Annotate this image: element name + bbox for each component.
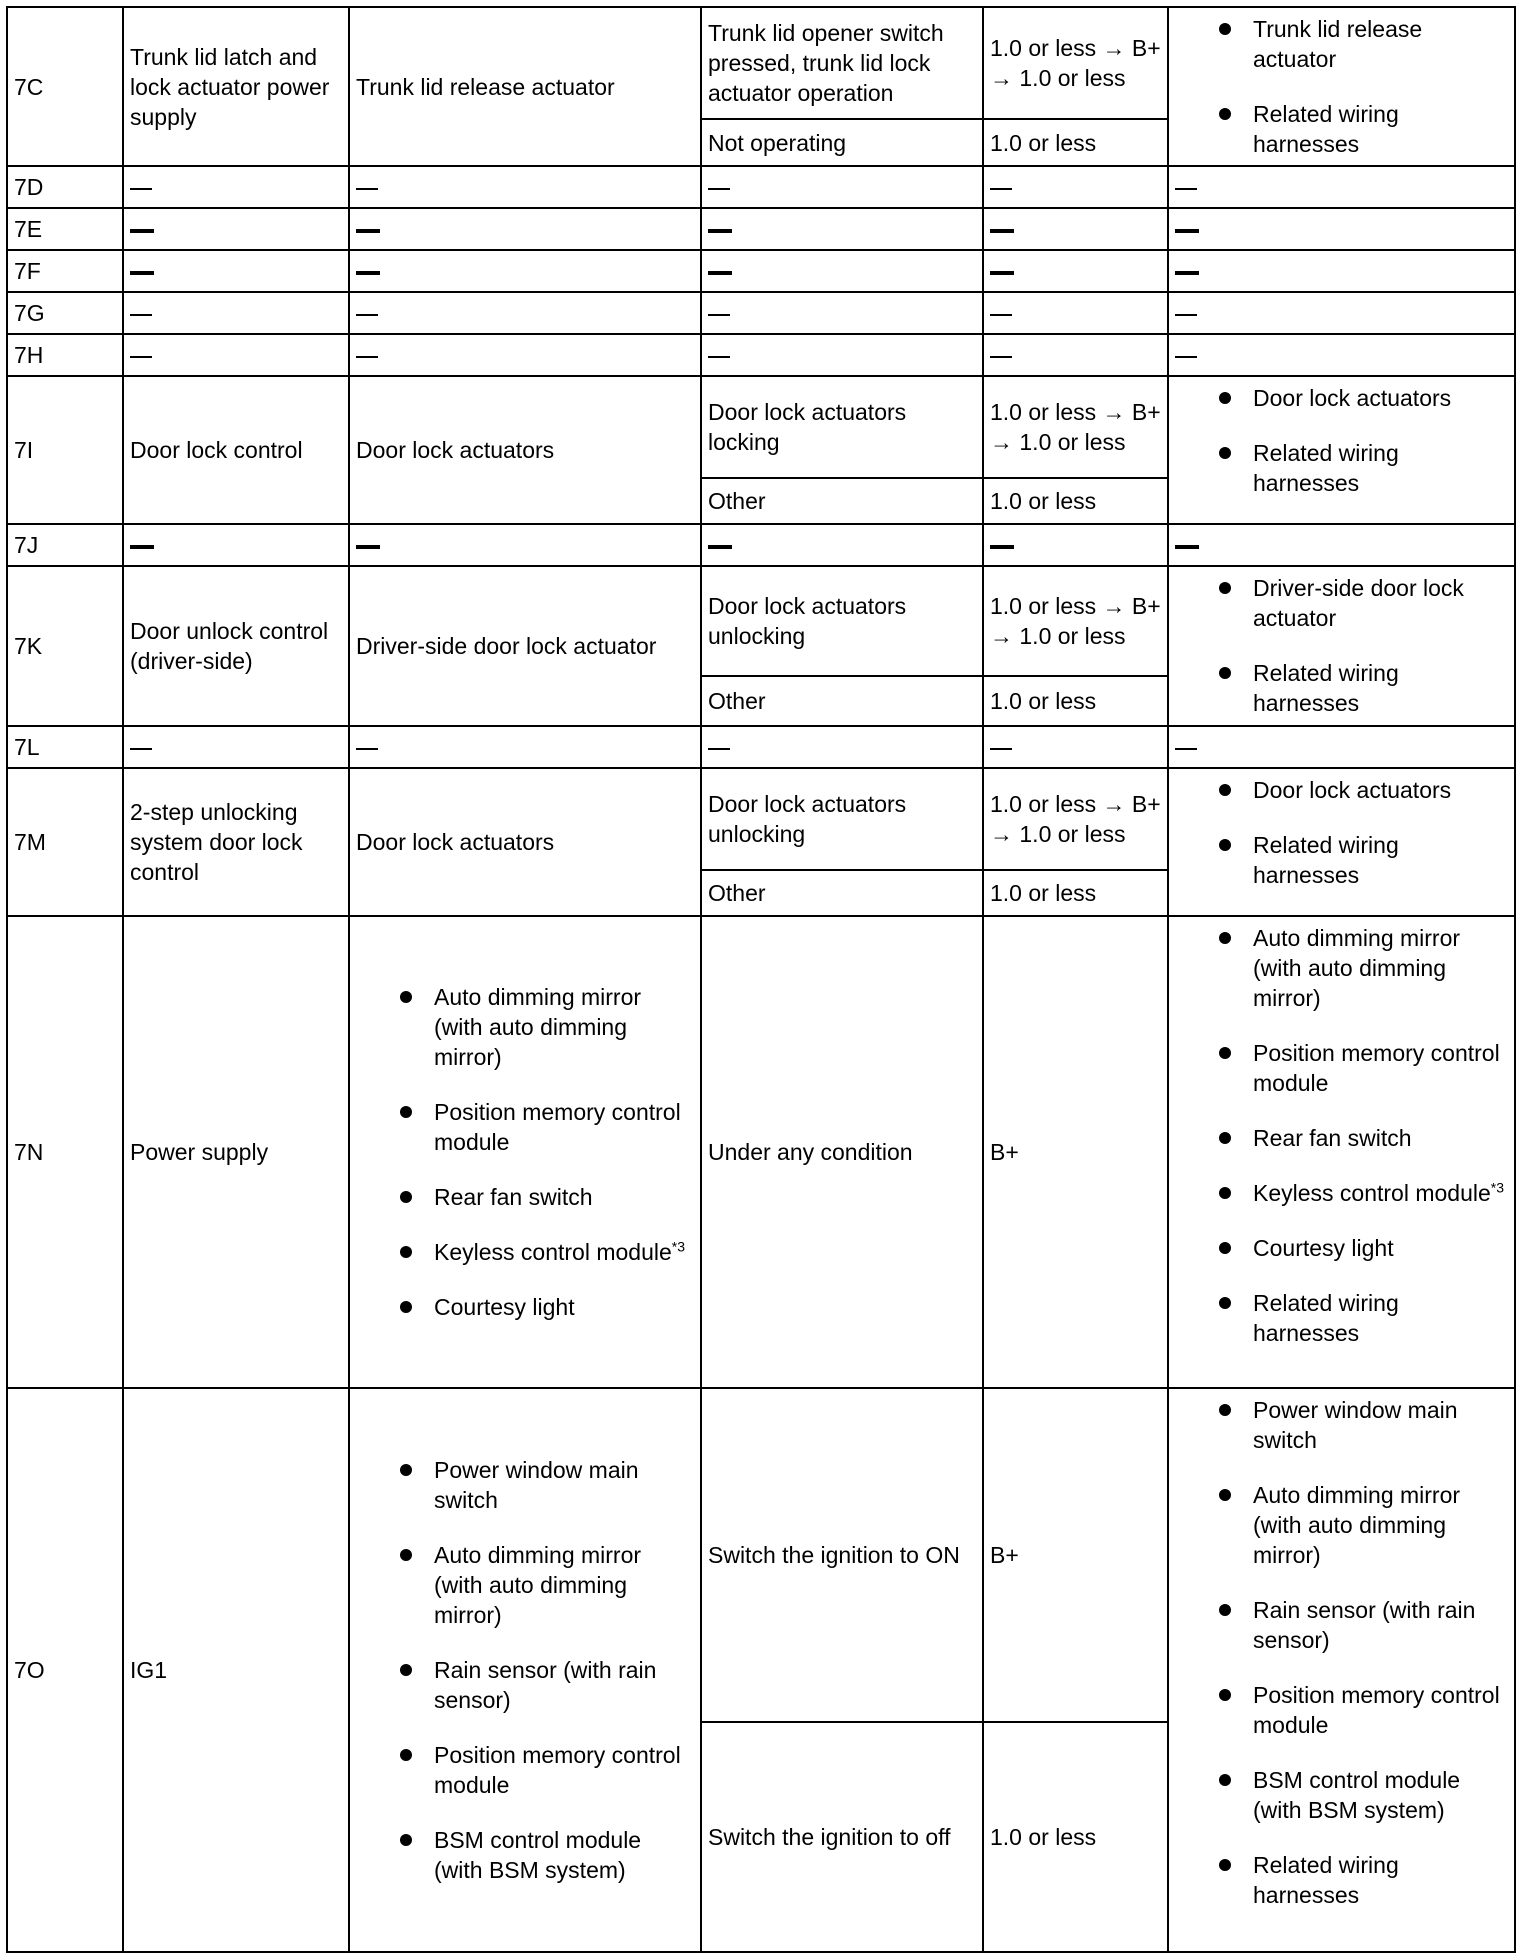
table-row <box>7 768 1515 870</box>
dash-mark <box>130 188 152 190</box>
list-item-text: Power window main switch <box>1253 1397 1458 1453</box>
table-row <box>7 334 1515 376</box>
terminal-id: 7G <box>7 292 123 334</box>
standard-value: 1.0 or less → B+ → 1.0 or less <box>983 768 1168 870</box>
bullet-icon <box>1219 932 1231 944</box>
dash-mark <box>708 271 732 275</box>
table-row <box>7 726 1515 768</box>
dash-mark <box>1175 748 1197 750</box>
empty-cell <box>983 166 1168 208</box>
bullet-icon <box>400 1464 412 1476</box>
list-item <box>1175 383 1508 413</box>
list-item <box>356 982 694 1072</box>
list-item <box>1175 1038 1508 1098</box>
dash-mark <box>1175 314 1197 316</box>
bullet-icon <box>1219 582 1231 594</box>
bullet-icon <box>1219 1047 1231 1059</box>
list-item <box>356 1292 694 1322</box>
footnote-mark: *3 <box>671 1238 686 1255</box>
signal-name: Trunk lid latch and lock actuator power supply <box>123 7 349 166</box>
bullet-icon <box>400 1834 412 1846</box>
list-item <box>356 1825 694 1885</box>
empty-cell <box>1168 524 1515 566</box>
bullet-icon <box>400 1191 412 1203</box>
bullet-icon <box>400 1549 412 1561</box>
list-item-text: Driver-side door lock actuator <box>1253 575 1464 631</box>
terminal-id: 7M <box>7 768 123 916</box>
connected-to: Driver-side door lock actuator <box>349 566 701 726</box>
dash-mark <box>356 188 378 190</box>
list-item-text: Rear fan switch <box>1253 1125 1412 1151</box>
empty-cell <box>349 166 701 208</box>
empty-cell <box>123 334 349 376</box>
terminal-id: 7H <box>7 334 123 376</box>
list-item <box>1175 923 1508 1013</box>
empty-cell <box>123 726 349 768</box>
list-item-text: Related wiring harnesses <box>1253 1852 1399 1908</box>
measurement-condition: Door lock actuators unlocking <box>701 566 983 676</box>
inspection-item <box>1168 1388 1515 1952</box>
table-row <box>7 250 1515 292</box>
empty-cell <box>349 250 701 292</box>
empty-cell <box>983 524 1168 566</box>
dash-mark <box>990 356 1012 358</box>
list-item <box>1175 573 1508 633</box>
measurement-condition: Switch the ignition to off <box>701 1722 983 1952</box>
bullet-icon <box>1219 1489 1231 1501</box>
terminal-id: 7I <box>7 376 123 524</box>
table-row <box>7 208 1515 250</box>
bullet-icon <box>1219 23 1231 35</box>
empty-cell <box>123 292 349 334</box>
empty-cell <box>123 250 349 292</box>
list-item-text: Courtesy light <box>1253 1235 1394 1261</box>
terminal-id: 7D <box>7 166 123 208</box>
signal-name: Power supply <box>123 916 349 1388</box>
empty-cell <box>1168 726 1515 768</box>
inspection-list <box>1175 1395 1508 1910</box>
table-row <box>7 524 1515 566</box>
list-item <box>1175 1288 1508 1348</box>
empty-cell <box>701 250 983 292</box>
list-item-text: Auto dimming mirror (with auto dimming mirror) <box>1253 1482 1461 1568</box>
standard-value: 1.0 or less → B+ → 1.0 or less <box>983 566 1168 676</box>
inspection-item <box>1168 916 1515 1388</box>
bullet-icon <box>1219 1859 1231 1871</box>
empty-cell <box>983 208 1168 250</box>
signal-name: Door unlock control (driver-side) <box>123 566 349 726</box>
inspection-list <box>1175 775 1508 890</box>
bullet-icon <box>400 1301 412 1313</box>
list-item-text: Auto dimming mirror (with auto dimming mirror) <box>434 984 642 1070</box>
inspection-list <box>1175 923 1508 1348</box>
standard-value: 1.0 or less <box>983 1722 1168 1952</box>
signal-name: Door lock control <box>123 376 349 524</box>
list-item-text: BSM control module (with BSM system) <box>434 1827 642 1883</box>
measurement-condition: Not operating <box>701 119 983 166</box>
dash-mark <box>990 748 1012 750</box>
list-item <box>1175 1480 1508 1570</box>
bullet-icon <box>1219 1774 1231 1786</box>
list-item-text: Rain sensor (with rain sensor) <box>434 1657 657 1713</box>
list-item-text: Trunk lid release actuator <box>1253 16 1423 72</box>
connected-parts-list <box>356 982 694 1322</box>
bullet-icon <box>1219 447 1231 459</box>
bullet-icon <box>1219 1242 1231 1254</box>
terminal-id: 7J <box>7 524 123 566</box>
table-body <box>7 7 1515 1952</box>
bullet-icon <box>1219 1187 1231 1199</box>
empty-cell <box>349 334 701 376</box>
list-item-text: Courtesy light <box>434 1294 575 1320</box>
bullet-icon <box>400 1664 412 1676</box>
terminal-id: 7F <box>7 250 123 292</box>
list-item-text: Auto dimming mirror (with auto dimming mirror) <box>434 1542 642 1628</box>
measurement-condition: Switch the ignition to ON <box>701 1388 983 1722</box>
bullet-icon <box>1219 1404 1231 1416</box>
connected-to <box>349 916 701 1388</box>
dash-mark <box>356 356 378 358</box>
inspection-item <box>1168 376 1515 524</box>
empty-cell <box>701 334 983 376</box>
empty-cell <box>123 166 349 208</box>
empty-cell <box>983 726 1168 768</box>
table-row <box>7 376 1515 478</box>
list-item <box>1175 99 1508 159</box>
inspection-list <box>1175 383 1508 498</box>
terminal-id: 7O <box>7 1388 123 1952</box>
empty-cell <box>123 208 349 250</box>
dash-mark <box>1175 188 1197 190</box>
list-item <box>356 1097 694 1157</box>
dash-mark <box>990 545 1014 549</box>
dash-mark <box>708 545 732 549</box>
measurement-condition: Other <box>701 478 983 524</box>
terminal-id: 7N <box>7 916 123 1388</box>
bullet-icon <box>1219 1604 1231 1616</box>
list-item <box>356 1182 694 1212</box>
list-item-text: Position memory control module <box>1253 1682 1500 1738</box>
measurement-condition: Trunk lid opener switch pressed, trunk lid lock actuator operation <box>701 7 983 119</box>
list-item-text: Related wiring harnesses <box>1253 660 1399 716</box>
empty-cell <box>349 292 701 334</box>
table-row <box>7 566 1515 676</box>
empty-cell <box>701 166 983 208</box>
list-item-text: Keyless control module <box>434 1239 672 1265</box>
list-item-text: Door lock actuators <box>1253 385 1452 411</box>
list-item-text: Door lock actuators <box>1253 777 1452 803</box>
bullet-icon <box>1219 839 1231 851</box>
table-row <box>7 7 1515 119</box>
dash-mark <box>356 748 378 750</box>
list-item <box>356 1740 694 1800</box>
connected-to: Door lock actuators <box>349 376 701 524</box>
dash-mark <box>356 271 380 275</box>
bullet-icon <box>1219 392 1231 404</box>
empty-cell <box>349 208 701 250</box>
bullet-icon <box>400 1106 412 1118</box>
measurement-condition: Door lock actuators unlocking <box>701 768 983 870</box>
bullet-icon <box>1219 1132 1231 1144</box>
standard-value: 1.0 or less <box>983 119 1168 166</box>
dash-mark <box>708 314 730 316</box>
list-item <box>1175 1123 1508 1153</box>
connected-to: Trunk lid release actuator <box>349 7 701 166</box>
measurement-condition: Door lock actuators locking <box>701 376 983 478</box>
dash-mark <box>130 314 152 316</box>
bullet-icon <box>400 1749 412 1761</box>
dash-mark <box>990 188 1012 190</box>
inspection-item <box>1168 566 1515 726</box>
list-item-text: Position memory control module <box>434 1742 681 1798</box>
list-item-text: Related wiring harnesses <box>1253 832 1399 888</box>
table-row <box>7 166 1515 208</box>
standard-value: 1.0 or less <box>983 870 1168 916</box>
empty-cell <box>701 208 983 250</box>
dash-mark <box>356 314 378 316</box>
bullet-icon <box>400 1246 412 1258</box>
standard-value: 1.0 or less → B+ → 1.0 or less <box>983 7 1168 119</box>
connected-to <box>349 1388 701 1952</box>
dash-mark <box>1175 356 1197 358</box>
dash-mark <box>130 229 154 233</box>
list-item-text: Rear fan switch <box>434 1184 593 1210</box>
list-item <box>1175 775 1508 805</box>
list-item-text: Position memory control module <box>1253 1040 1500 1096</box>
empty-cell <box>1168 334 1515 376</box>
measurement-condition: Other <box>701 676 983 726</box>
empty-cell <box>1168 166 1515 208</box>
empty-cell <box>701 292 983 334</box>
list-item-text: BSM control module (with BSM system) <box>1253 1767 1461 1823</box>
list-item-text: Related wiring harnesses <box>1253 440 1399 496</box>
dash-mark <box>708 229 732 233</box>
empty-cell <box>1168 250 1515 292</box>
list-item <box>1175 14 1508 74</box>
list-item-text: Rain sensor (with rain sensor) <box>1253 1597 1476 1653</box>
connected-to: Door lock actuators <box>349 768 701 916</box>
dash-mark <box>130 545 154 549</box>
list-item <box>1175 1233 1508 1263</box>
list-item <box>1175 1765 1508 1825</box>
terminal-id: 7E <box>7 208 123 250</box>
inspection-list <box>1175 573 1508 718</box>
list-item-text: Related wiring harnesses <box>1253 101 1399 157</box>
list-item <box>1175 830 1508 890</box>
inspection-list <box>1175 14 1508 159</box>
empty-cell <box>349 524 701 566</box>
dash-mark <box>1175 545 1199 549</box>
list-item <box>356 1237 694 1267</box>
dash-mark <box>708 356 730 358</box>
table-row <box>7 916 1515 1388</box>
dash-mark <box>990 314 1012 316</box>
list-item-text: Power window main switch <box>434 1457 639 1513</box>
empty-cell <box>983 250 1168 292</box>
standard-value: B+ <box>983 1388 1168 1722</box>
list-item <box>356 1655 694 1715</box>
list-item <box>1175 1395 1508 1455</box>
list-item <box>1175 438 1508 498</box>
list-item-text: Auto dimming mirror (with auto dimming mirror) <box>1253 925 1461 1011</box>
dash-mark <box>356 229 380 233</box>
dash-mark <box>990 271 1014 275</box>
spec-table-page <box>6 6 1514 1953</box>
standard-value: 1.0 or less <box>983 478 1168 524</box>
standard-value: 1.0 or less <box>983 676 1168 726</box>
connected-parts-list <box>356 1455 694 1885</box>
inspection-item <box>1168 768 1515 916</box>
table-row <box>7 1388 1515 1722</box>
empty-cell <box>983 334 1168 376</box>
list-item-text: Keyless control module <box>1253 1180 1491 1206</box>
list-item <box>1175 1680 1508 1740</box>
empty-cell <box>349 726 701 768</box>
list-item <box>356 1455 694 1515</box>
bullet-icon <box>1219 667 1231 679</box>
dash-mark <box>1175 229 1199 233</box>
signal-name: 2-step unlocking system door lock control <box>123 768 349 916</box>
dash-mark <box>990 229 1014 233</box>
standard-value: B+ <box>983 916 1168 1388</box>
dash-mark <box>130 748 152 750</box>
dash-mark <box>130 356 152 358</box>
list-item <box>1175 658 1508 718</box>
measurement-condition: Under any condition <box>701 916 983 1388</box>
empty-cell <box>123 524 349 566</box>
list-item-text: Related wiring harnesses <box>1253 1290 1399 1346</box>
empty-cell <box>983 292 1168 334</box>
list-item <box>1175 1850 1508 1910</box>
bullet-icon <box>1219 784 1231 796</box>
dash-mark <box>356 545 380 549</box>
list-item <box>1175 1595 1508 1655</box>
signal-name: IG1 <box>123 1388 349 1952</box>
list-item <box>1175 1178 1508 1208</box>
bullet-icon <box>400 991 412 1003</box>
inspection-item <box>1168 7 1515 166</box>
bullet-icon <box>1219 1689 1231 1701</box>
terminal-id: 7C <box>7 7 123 166</box>
empty-cell <box>701 524 983 566</box>
terminal-id: 7L <box>7 726 123 768</box>
standard-value: 1.0 or less → B+ → 1.0 or less <box>983 376 1168 478</box>
dash-mark <box>130 271 154 275</box>
list-item <box>356 1540 694 1630</box>
empty-cell <box>701 726 983 768</box>
bullet-icon <box>1219 1297 1231 1309</box>
dash-mark <box>1175 271 1199 275</box>
measurement-condition: Other <box>701 870 983 916</box>
terminal-spec-table <box>6 6 1516 1953</box>
terminal-id: 7K <box>7 566 123 726</box>
table-row <box>7 292 1515 334</box>
footnote-mark: *3 <box>1490 1179 1505 1196</box>
list-item-text: Position memory control module <box>434 1099 681 1155</box>
empty-cell <box>1168 292 1515 334</box>
empty-cell <box>1168 208 1515 250</box>
bullet-icon <box>1219 108 1231 120</box>
dash-mark <box>708 188 730 190</box>
dash-mark <box>708 748 730 750</box>
